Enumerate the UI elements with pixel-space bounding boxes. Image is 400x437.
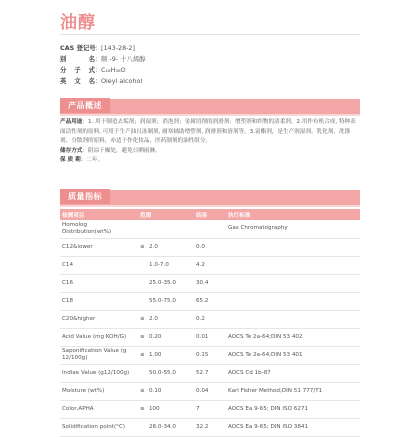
spec-result: 0.01	[194, 328, 226, 346]
spec-item: Homolog Distribution(wt%)	[60, 220, 138, 238]
identity-block	[60, 43, 360, 87]
column-header: 执行标准	[226, 209, 360, 220]
table-row	[60, 238, 360, 256]
spec-result: 30.4	[194, 274, 226, 292]
spec-standard: AOCS Ea 9-65; DIN ISO 6271	[226, 400, 360, 418]
info-value: C₁₈H₃₆O	[101, 66, 126, 74]
spec-range: 2.0	[147, 310, 194, 328]
spec-operator: ≤	[138, 400, 147, 418]
spec-result: 0.0	[194, 238, 226, 256]
quality-spec-table	[60, 209, 360, 437]
spec-range: 28.0-34.0	[147, 418, 194, 436]
info-value: Oleyl alcohol	[101, 77, 143, 85]
table-row	[60, 418, 360, 436]
spec-range: 1.00	[147, 346, 194, 364]
shelf-life-text: ：二年。	[80, 157, 104, 164]
spec-item: C12&lower	[60, 238, 138, 256]
spec-result: 7	[194, 400, 226, 418]
spec-range: 2.0	[147, 238, 194, 256]
spec-standard	[226, 292, 360, 310]
spec-range: 25.0-35.0	[147, 274, 194, 292]
spec-operator	[138, 256, 147, 274]
quality-section-header	[60, 190, 360, 205]
spec-standard: AOCS Cd 1b-87	[226, 364, 360, 382]
spec-operator	[138, 274, 147, 292]
storage-text: ：阴凉干燥处，避免日晒雨淋。	[82, 147, 161, 154]
spec-result: 32.2	[194, 418, 226, 436]
title-divider	[60, 34, 360, 35]
info-value: [143-28-2]	[101, 44, 135, 52]
info-label: CAS 登记号	[60, 44, 96, 52]
spec-operator: ≤	[138, 310, 147, 328]
spec-operator: ≤	[138, 346, 147, 364]
info-row-formula: 分 子 式 ： C₁₈H₃₆O	[60, 66, 126, 74]
table-row	[60, 220, 360, 238]
spec-item: Acid Value (mg KOH/G)	[60, 328, 138, 346]
table-row	[60, 400, 360, 418]
table-row	[60, 328, 360, 346]
quality-heading: 质量指标	[60, 189, 110, 204]
spec-result: 0.2	[194, 310, 226, 328]
table-row	[60, 364, 360, 382]
spec-standard: Gas Chromatography	[226, 220, 360, 238]
page-title: 油醇	[60, 13, 96, 33]
table-row	[60, 346, 360, 364]
column-header: 检测项目	[60, 209, 138, 220]
table-row	[60, 256, 360, 274]
spec-standard	[226, 238, 360, 256]
spec-standard	[226, 274, 360, 292]
table-body	[60, 220, 360, 436]
info-row-cas: CAS 登记号 ： [143-28-2]	[60, 44, 135, 52]
spec-item: C14	[60, 256, 138, 274]
spec-item: Color,APHA	[60, 400, 138, 418]
table-row	[60, 310, 360, 328]
info-value: 顺 -9- 十八烯醇	[101, 55, 146, 63]
table-header-row	[60, 209, 360, 220]
spec-range: 50.0-55.0	[147, 364, 194, 382]
table-row	[60, 382, 360, 400]
table-row	[60, 274, 360, 292]
spec-result: 52.7	[194, 364, 226, 382]
spec-standard: AOCS Ea 9-65; DIN ISO 3841	[226, 418, 360, 436]
info-label: 别 名	[60, 55, 95, 63]
spec-operator	[138, 292, 147, 310]
spec-range: 55.0-75.0	[147, 292, 194, 310]
info-label: 分 子 式	[60, 66, 95, 74]
spec-standard	[226, 256, 360, 274]
spec-item: Moisture (wt%)	[60, 382, 138, 400]
spec-standard: AOCS Te 2a-64;DIN 53 401	[226, 346, 360, 364]
spec-item: C18	[60, 292, 138, 310]
storage-label: 储存方式	[60, 147, 83, 154]
spec-operator	[138, 418, 147, 436]
info-row-alias: 别 名 ： 顺 -9- 十八烯醇	[60, 55, 146, 63]
overview-body	[60, 118, 360, 166]
column-header: 范围	[138, 209, 194, 220]
spec-range: 0.10	[147, 382, 194, 400]
usage-label: 产品用途	[60, 119, 83, 125]
spec-operator: ≤	[138, 238, 147, 256]
spec-item: Indiae Value (g12/100g)	[60, 364, 138, 382]
overview-section-header	[60, 99, 360, 114]
spec-item: C20&higher	[60, 310, 138, 328]
column-header: 结果	[194, 209, 226, 220]
spec-range: 0.20	[147, 328, 194, 346]
table-row	[60, 292, 360, 310]
spec-item: C16	[60, 274, 138, 292]
spec-result: 65.2	[194, 292, 226, 310]
spec-operator	[138, 220, 147, 238]
spec-operator: ≤	[138, 382, 147, 400]
spec-standard	[226, 310, 360, 328]
spec-result: 0.04	[194, 382, 226, 400]
usage-text: ：1. 用于制造去垢剂；润湿剂；消泡剂；金属切削的润滑剂；增塑剂和织物的清柔剂。2.用作有机合成, 特种表面活性剂的原料, 可用于生产油且冻制剂, 耐寒辅助增塑剂, 润滑剂和溶剂等。3.富酯剂，是生产润湿剂、乳化剂、洗涤剂、分散剂的原料，亦适于作化妆品、医药制剂的油性组分。	[60, 119, 356, 145]
spec-range: 1.0-7.0	[147, 256, 194, 274]
overview-heading: 产品概述	[60, 98, 110, 113]
spec-result: 4.2	[194, 256, 226, 274]
spec-item: Solidification point(°C)	[60, 418, 138, 436]
spec-operator	[138, 364, 147, 382]
spec-item: Saponification Value (g 12/100g)	[60, 346, 138, 364]
spec-standard: Karl Fisher Method;DIN 51 777/T1	[226, 382, 360, 400]
spec-range	[147, 220, 194, 238]
shelf-life-label: 保 质 期	[60, 157, 81, 164]
info-label: 英 文 名	[60, 77, 95, 85]
spec-result	[194, 220, 226, 238]
spec-standard: AOCS Te 2a-64;DIN 53 402	[226, 328, 360, 346]
spec-range: 100	[147, 400, 194, 418]
info-row-english-name: 英 文 名 ： Oleyl alcohol	[60, 77, 143, 85]
spec-result: 0.15	[194, 346, 226, 364]
spec-operator: ≤	[138, 328, 147, 346]
